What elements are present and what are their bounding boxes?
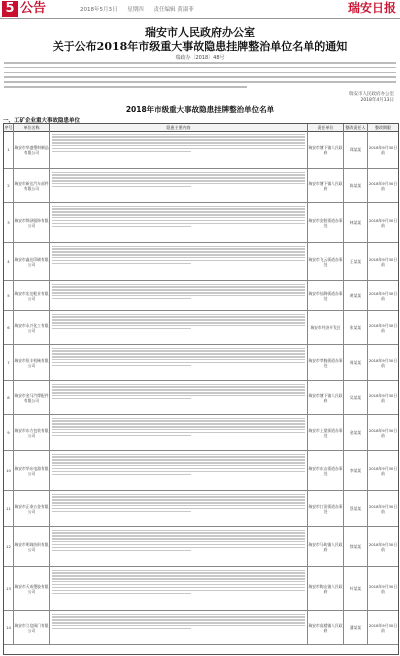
cell-unit: 瑞安市华东电器有限公司: [14, 451, 50, 490]
cell-unit: 瑞安市金马汽摩配件有限公司: [14, 381, 50, 414]
cell-unit: 瑞安市永兴化工有限公司: [14, 311, 50, 344]
cell-no: 12: [4, 527, 14, 566]
newspaper-logo: 瑞安日报: [347, 1, 396, 15]
issue-weekday: 星期四: [127, 7, 144, 13]
cell-dept: 瑞安市塘下镇人民政府: [308, 131, 344, 168]
cell-person: 郑某某: [344, 131, 368, 168]
table-category: 一、工矿企业重大事故隐患单位: [3, 118, 81, 124]
cell-no: 8: [4, 381, 14, 414]
cell-no: 6: [4, 311, 14, 344]
cell-person: 陈某某: [344, 169, 368, 202]
cell-no: 11: [4, 491, 14, 526]
cell-dept: 瑞安市高楼镇人民政府: [308, 611, 344, 644]
cell-unit: 瑞安市宏达鞋业有限公司: [14, 281, 50, 310]
cell-hazard-description: [50, 527, 308, 566]
cell-person: 黄某某: [344, 281, 368, 310]
notice-signature: [349, 92, 394, 104]
cell-dept: 瑞安市安阳街道办事处: [308, 203, 344, 242]
column-header-deadline: 整改期限: [375, 125, 391, 130]
cell-dept: 瑞安市东山街道办事处: [308, 451, 344, 490]
cell-unit: 瑞安市恒丰机械有限公司: [14, 345, 50, 380]
column-header-person: 整改责任人: [344, 124, 368, 131]
cell-unit: 瑞安市锦泽服饰有限公司: [14, 203, 50, 242]
cell-deadline: 2018年9月30日前: [368, 322, 398, 333]
table-row: [4, 281, 398, 311]
table-row: [4, 451, 398, 491]
table-row: [4, 203, 398, 243]
table-row: [4, 381, 398, 415]
cell-no: 3: [4, 203, 14, 242]
cell-deadline: 2018年9月30日前: [368, 583, 398, 594]
cell-dept: 瑞安市马屿镇人民政府: [308, 527, 344, 566]
table-row: [4, 611, 398, 645]
cell-dept: 瑞安市飞云街道办事处: [308, 243, 344, 280]
cell-deadline: 2018年9月30日前: [368, 144, 398, 155]
cell-hazard-description: [50, 611, 308, 644]
table-title: 2018年市级重大事故隐患挂牌整治单位名单: [125, 105, 275, 114]
cell-deadline: 2018年9月30日前: [368, 427, 398, 438]
table-row: [4, 345, 398, 381]
cell-no: 4: [4, 243, 14, 280]
cell-hazard-description: [50, 567, 308, 610]
cell-dept: 瑞安市经济开发区: [308, 311, 344, 344]
cell-deadline: 2018年9月30日前: [368, 392, 398, 403]
cell-deadline: 2018年9月30日前: [368, 180, 398, 191]
cell-unit: 瑞安市新达汽车部件有限公司: [14, 169, 50, 202]
hazard-units-table: [3, 123, 399, 655]
notice-body-text: [4, 62, 396, 91]
cell-no: 1: [4, 131, 14, 168]
cell-dept: 瑞安市莘塍街道办事处: [308, 345, 344, 380]
cell-deadline: 2018年9月30日前: [368, 503, 398, 514]
header-meta: [80, 5, 202, 13]
page-number-badge: 5: [2, 1, 18, 17]
cell-unit: 瑞安市东方包装有限公司: [14, 415, 50, 450]
cell-person: 张某某: [344, 311, 368, 344]
cell-person: 吴某某: [344, 381, 368, 414]
cell-no: 10: [4, 451, 14, 490]
cell-dept: 瑞安市塘下镇人民政府: [308, 169, 344, 202]
cell-hazard-description: [50, 203, 308, 242]
cell-person: 徐某某: [344, 527, 368, 566]
cell-no: 7: [4, 345, 14, 380]
cell-dept: 瑞安市陶山镇人民政府: [308, 567, 344, 610]
cell-unit: 瑞安市明珠纺织有限公司: [14, 527, 50, 566]
cell-dept: 瑞安市上望街道办事处: [308, 415, 344, 450]
table-row: [4, 311, 398, 345]
cell-no: 9: [4, 415, 14, 450]
cell-person: 蔡某某: [344, 491, 368, 526]
cell-hazard-description: [50, 345, 308, 380]
cell-hazard-description: [50, 311, 308, 344]
table-row: [4, 415, 398, 451]
table-row: [4, 491, 398, 527]
cell-deadline: 2018年9月30日前: [368, 357, 398, 368]
cell-deadline: 2018年9月30日前: [368, 290, 398, 301]
cell-deadline: 2018年9月30日前: [368, 256, 398, 267]
cell-unit: 瑞安市天成塑胶有限公司: [14, 567, 50, 610]
column-header-hazard: 隐患主要内容: [50, 124, 308, 131]
issue-date: 2018年5月3日: [80, 7, 118, 13]
document-number: 瑞政办〔2018〕48号: [175, 55, 225, 61]
cell-dept: 瑞安市汀田街道办事处: [308, 491, 344, 526]
cell-person: 林某某: [344, 203, 368, 242]
cell-dept: 瑞安市塘下镇人民政府: [308, 381, 344, 414]
cell-hazard-description: [50, 131, 308, 168]
table-row: [4, 567, 398, 611]
cell-hazard-description: [50, 281, 308, 310]
editor-credit: 责任编辑 黄淑菲: [153, 7, 194, 13]
cell-hazard-description: [50, 169, 308, 202]
cell-hazard-description: [50, 381, 308, 414]
cell-person: 叶某某: [344, 567, 368, 610]
headline-line-2: 关于公布2018年市级重大事故隐患挂牌整治单位名单的通知: [52, 40, 348, 53]
cell-unit: 瑞安市鑫达印刷有限公司: [14, 243, 50, 280]
cell-deadline: 2018年9月30日前: [368, 465, 398, 476]
issue-date-signed: 2018年4月13日: [360, 98, 394, 103]
table-row: [4, 131, 398, 169]
cell-person: 周某某: [344, 345, 368, 380]
column-header-dept: 责任单位: [308, 124, 344, 131]
cell-unit: 瑞安市立信阀门有限公司: [14, 611, 50, 644]
column-header-unit: 单位名称: [14, 124, 50, 131]
headline-line-1: 瑞安市人民政府办公室: [145, 26, 255, 39]
cell-person: 金某某: [344, 415, 368, 450]
cell-no: 14: [4, 611, 14, 644]
section-title: 公告: [20, 1, 47, 16]
table-row: [4, 169, 398, 203]
cell-hazard-description: [50, 415, 308, 450]
cell-unit: 瑞安市华盛塑料制品有限公司: [14, 131, 50, 168]
column-header-no: 序号: [4, 125, 13, 130]
cell-person: 李某某: [344, 451, 368, 490]
cell-hazard-description: [50, 243, 308, 280]
table-row: [4, 243, 398, 281]
table-row: [4, 527, 398, 567]
cell-deadline: 2018年9月30日前: [368, 217, 398, 228]
cell-hazard-description: [50, 491, 308, 526]
cell-deadline: 2018年9月30日前: [368, 541, 398, 552]
cell-hazard-description: [50, 451, 308, 490]
cell-no: 2: [4, 169, 14, 202]
cell-person: 潘某某: [344, 611, 368, 644]
issuer-name: 瑞安市人民政府办公室: [349, 92, 394, 97]
cell-person: 王某某: [344, 243, 368, 280]
cell-deadline: 2018年9月30日前: [368, 622, 398, 633]
page-header: [0, 0, 400, 19]
cell-unit: 瑞安市正泰五金有限公司: [14, 491, 50, 526]
cell-no: 13: [4, 567, 14, 610]
cell-dept: 瑞安市仙降街道办事处: [308, 281, 344, 310]
cell-no: 5: [4, 281, 14, 310]
